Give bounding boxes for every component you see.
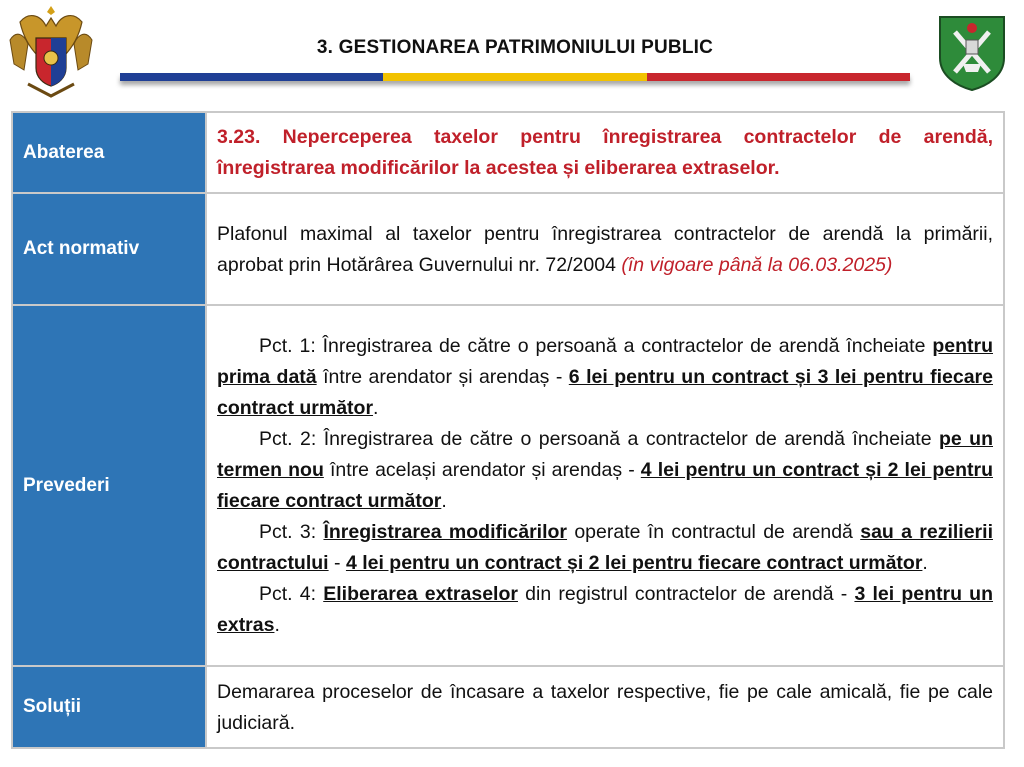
abaterea-text: 3.23. Neperceperea taxelor pentru înregistrarea contractelor de arendă, înregistrarea modificărilor la acestea și eliberarea extraselor. [217,126,993,179]
row-prevederi [12,305,1004,666]
prevederi-pct-4 [217,579,993,641]
pct3-emphasis-3: 4 lei pentru un contract și 2 lei pentru fiecare contract următor [345,552,923,574]
solutii-text: Demararea proceselor de încasare a taxelor respective, fie pe cale amicală, fie pe cale judiciară. [217,680,993,734]
pct3-emphasis-2: sau a rezilierii contractului [217,521,993,574]
pct1-text-a: Pct. 1: Înregistrarea de către o persoană a contractelor de arendă încheiate [259,335,933,357]
label-abaterea: Abaterea [12,112,206,193]
institution-shield-icon [937,14,1007,92]
moldova-coat-of-arms-icon [6,0,96,100]
prevederi-pct-1 [217,331,993,424]
slide-title: 3. GESTIONAREA PATRIMONIULUI PUBLIC [316,37,714,58]
findings-table [11,111,1005,749]
content-abaterea [206,112,1004,193]
row-act-normativ [12,193,1004,305]
row-solutii [12,666,1004,748]
pct4-emphasis-2: 3 lei pentru un extras [217,583,994,636]
tricolor-yellow [383,73,646,81]
tricolor-red [647,73,910,81]
pct1-text-b: între arendator și arendaș - [316,366,569,388]
pct3-text-d: . [922,552,928,574]
pct4-text-a: Pct. 4: [259,583,324,605]
pct2-text-c: . [441,490,447,512]
row-abaterea [12,112,1004,193]
pct4-emphasis-1: Eliberarea extraselor [323,583,518,605]
prevederi-pct-3 [217,517,993,579]
prevederi-pct-2 [217,424,993,517]
pct4-text-c: . [274,614,280,636]
pct1-emphasis-2: 6 lei pentru un contract și 3 lei pentru fiecare contract următor [217,366,993,419]
pct2-text-a: Pct. 2: Înregistrarea de către o persoană a contractelor de arendă încheiate [259,428,939,450]
pct3-emphasis-1: Înregistrarea modificărilor [323,521,568,543]
pct3-text-a: Pct. 3: [259,521,324,543]
act-validity-note: (în vigoare până la 06.03.2025) [621,253,893,276]
pct1-emphasis-1: pentru prima dată [217,335,993,388]
slide-header [0,0,1024,104]
content-prevederi [206,305,1004,666]
pct2-text-b: între același arendator și arendaș - [323,459,641,481]
act-text: Plafonul maximal al taxelor pentru înregistrarea contractelor de arendă la primării, aprobat prin Hotărârea Guvernului nr. 72/2004 [217,222,993,276]
pct2-emphasis-2: 4 lei pentru un contract și 2 lei pentru fiecare contract următor [217,459,993,512]
label-act-normativ: Act normativ [12,193,206,305]
pct3-text-b: operate în contractul de arendă [567,521,861,543]
pct2-emphasis-1: pe un termen nou [217,428,993,481]
content-act-normativ [206,193,1004,305]
pct4-text-b: din registrul contractelor de arendă - [517,583,855,605]
tricolor-blue [120,73,383,81]
label-prevederi: Prevederi [12,305,206,666]
content-solutii [206,666,1004,748]
pct1-text-c: . [373,397,379,419]
pct3-text-c: - [328,552,346,574]
label-solutii: Soluții [12,666,206,748]
tricolor-bar [120,73,910,81]
